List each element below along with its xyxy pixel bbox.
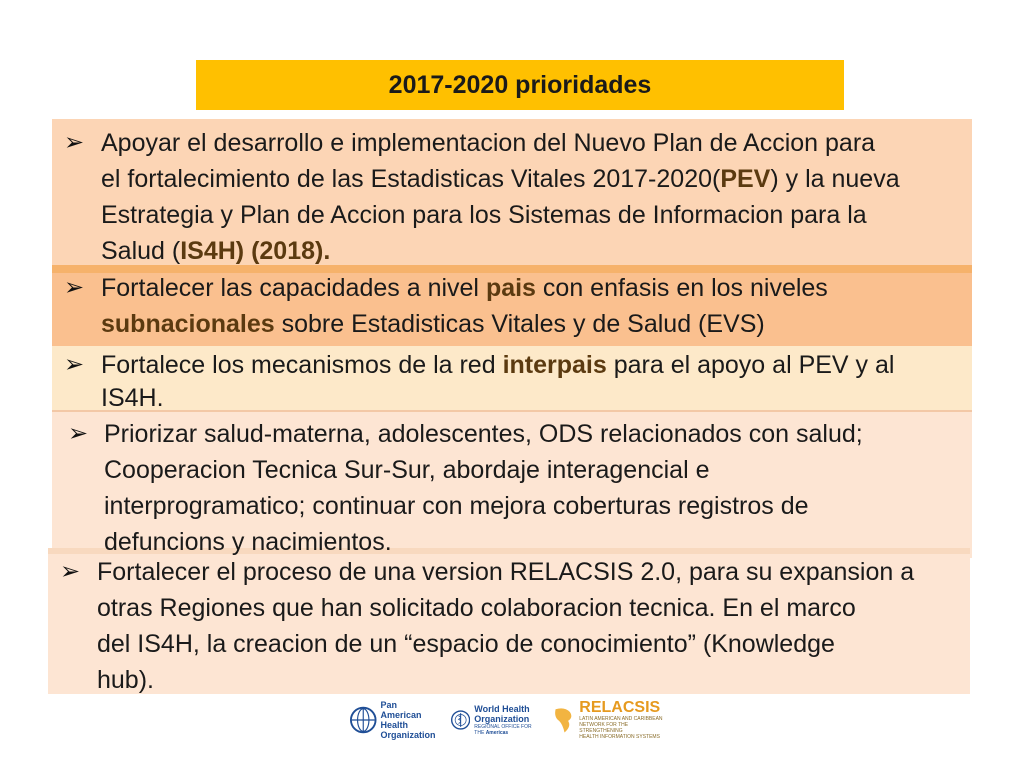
relacsis-map-icon (552, 705, 575, 735)
bullet-5-line-3: del IS4H, la creacion de un “espacio de conocimiento” (Knowledge (97, 630, 835, 658)
title-banner (196, 60, 844, 110)
bullet-4-line-4: defuncions y nacimientos. (104, 528, 392, 556)
bullet-marker: ➢ (60, 558, 81, 585)
bullet-1-line-4: Salud (IS4H) (2018). (101, 237, 331, 265)
bullet-marker: ➢ (68, 420, 89, 447)
bullet-4-line-2: Cooperacion Tecnica Sur-Sur, abordaje interagencial e (104, 456, 710, 484)
bullet-4-line-3: interprogramatico; continuar con mejora coberturas registros de (104, 492, 809, 520)
bullet-marker: ➢ (64, 351, 85, 378)
bullet-3-line-1: Fortalece los mecanismos de la red interpais para el apoyo al PEV y al (101, 351, 895, 379)
paho-emblem-icon (350, 706, 377, 734)
highlight-interpais: interpais (502, 351, 607, 379)
bullet-5-line-4: hub). (97, 666, 154, 694)
highlight-pais: pais (485, 274, 536, 302)
bullet-1-line-1: Apoyar el desarrollo e implementacion del Nuevo Plan de Accion para (101, 129, 876, 157)
paho-logo: Pan American Health Organization (350, 700, 437, 740)
highlight-is4h: IS4H) (2018). (180, 237, 331, 265)
bullet-3-line-2: IS4H. (101, 384, 164, 412)
footer-logos (350, 699, 663, 740)
bullet-5-line-1: Fortalecer el proceso de una version RELACSIS 2.0, para su expansion a (97, 558, 915, 586)
bullet-4-line-1: Priorizar salud-materna, adolescentes, ODS relacionados con salud; (104, 420, 863, 448)
bullet-1-line-3: Estrategia y Plan de Accion para los Sistemas de Informacion para la (101, 201, 867, 229)
bullet-2-line-2: subnacionales sobre Estadisticas Vitales y de Salud (EVS) (101, 310, 765, 338)
highlight-subnacionales: subnacionales (101, 310, 275, 338)
highlight-pev: PEV (720, 165, 771, 193)
bullet-2-line-1: Fortalecer las capacidades a nivel pais con enfasis en los niveles (101, 274, 828, 302)
bullet-1-line-2: el fortalecimiento de las Estadisticas Vitales 2017-2020(PEV) y la nueva (101, 165, 900, 193)
who-emblem-icon (451, 706, 470, 734)
who-logo: World Health Organization REGIONAL OFFICE FOR THE Americas (451, 704, 538, 736)
bullet-5-line-2: otras Regiones que han solicitado colaboracion tecnica. En el marco (97, 594, 856, 622)
bullet-marker: ➢ (64, 129, 85, 156)
bullet-marker: ➢ (64, 274, 85, 301)
slide-title: 2017-2020 prioridades (388, 70, 652, 99)
relacsis-logo: RELACSIS LATIN AMERICAN AND CARIBBEAN NETWORK FOR THE STRENGTHENING HEALTH INFORMATION SYSTEMS (552, 700, 663, 740)
